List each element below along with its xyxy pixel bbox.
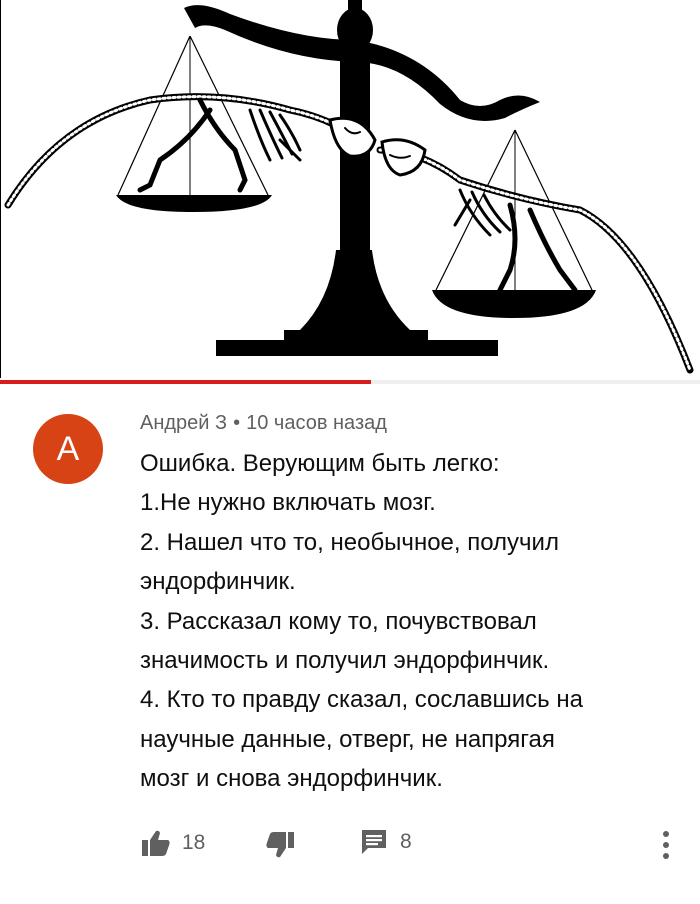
more-vert-icon <box>656 849 676 866</box>
comment-actions <box>0 824 700 864</box>
reply-count: 8 <box>400 830 412 853</box>
author-name[interactable]: Андрей З <box>140 412 228 434</box>
comment-time: 10 часов назад <box>246 412 387 434</box>
comment-line: научные данные, отверг, не напрягая <box>140 725 555 753</box>
thumbs-up-icon <box>142 830 170 856</box>
comment-icon <box>360 828 388 856</box>
comment-text <box>140 444 680 799</box>
comment-meta <box>140 412 387 435</box>
comment-line: мозг и снова эндорфинчик. <box>140 765 443 793</box>
post-image[interactable] <box>0 0 700 378</box>
comment-card <box>0 384 700 904</box>
thumbs-down-icon <box>266 832 294 858</box>
like-button[interactable] <box>142 830 205 856</box>
like-count: 18 <box>182 831 206 854</box>
dislike-button[interactable] <box>266 832 294 858</box>
comment-line: 1.Не нужно включать мозг. <box>140 489 436 517</box>
avatar[interactable]: A <box>33 414 103 484</box>
comment-line: 3. Рассказал кому то, почувствовал <box>140 607 537 635</box>
scale-dinosaur-illustration <box>0 0 700 378</box>
comment-line: 2. Нашел что то, необычное, получил <box>140 528 559 556</box>
comment-line: эндорфинчик. <box>140 568 296 596</box>
comment-line: Ошибка. Верующим быть легко: <box>140 450 500 477</box>
more-options-button[interactable] <box>656 830 676 862</box>
comment-line: значимость и получил эндорфинчик. <box>140 647 550 675</box>
comment-line: 4. Кто то правду сказал, сославшись на <box>140 686 583 714</box>
meta-separator: • <box>233 412 241 434</box>
reply-button[interactable] <box>360 828 412 856</box>
